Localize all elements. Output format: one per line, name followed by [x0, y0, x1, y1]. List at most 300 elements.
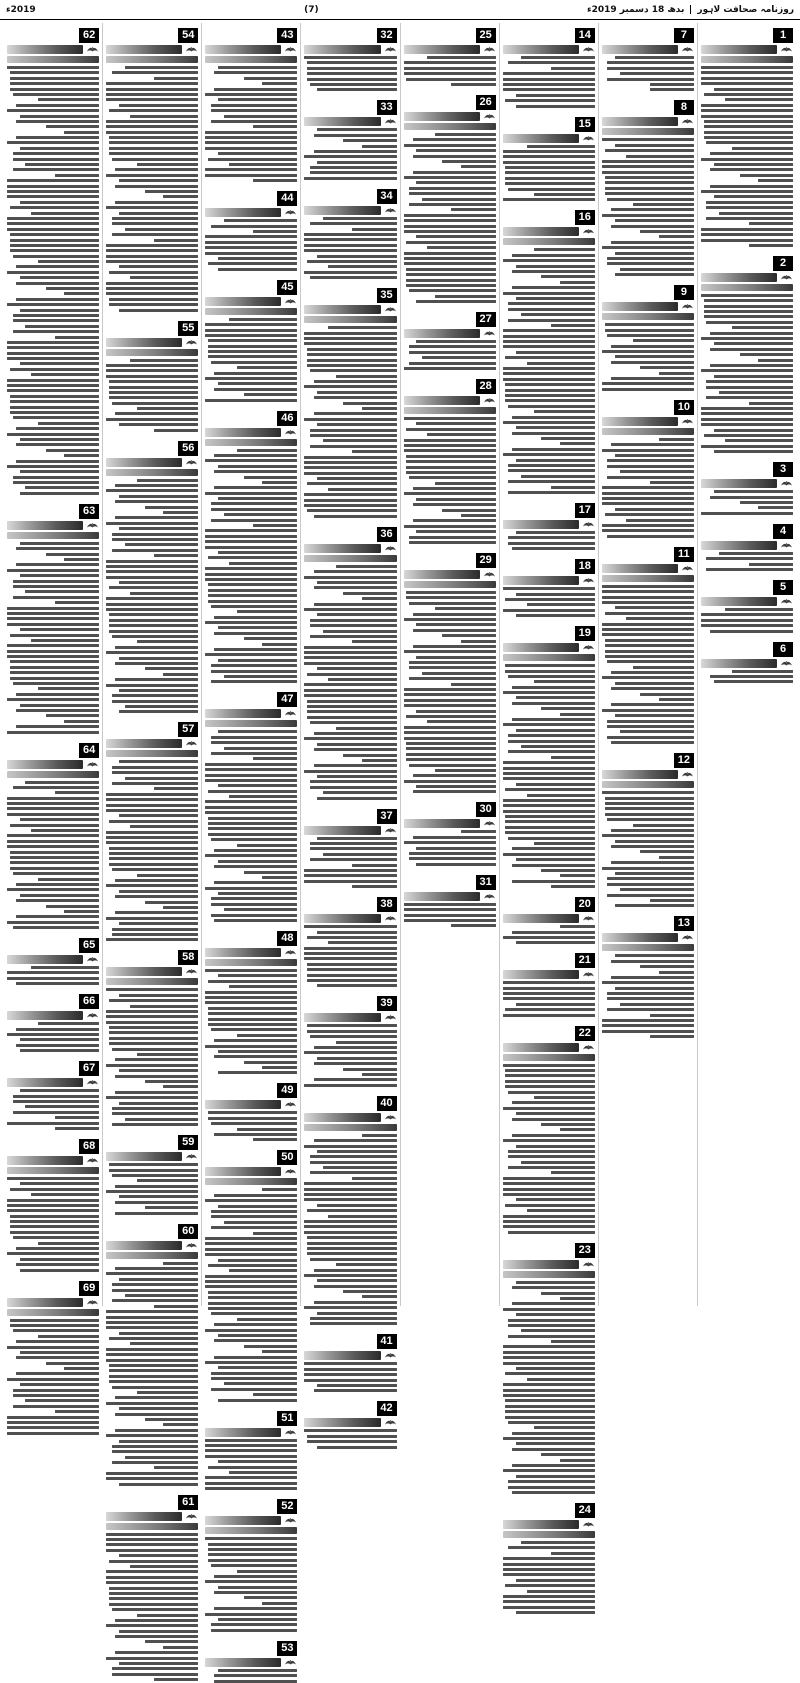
text-line: [503, 1220, 595, 1223]
text-line: [25, 486, 99, 489]
text-line: [253, 125, 297, 128]
text-line: [7, 698, 99, 701]
text-line: [607, 61, 694, 64]
text-line: [404, 72, 496, 75]
article-block[interactable]: [304, 283, 396, 518]
article-block[interactable]: [503, 23, 595, 108]
article-headline: [304, 1418, 396, 1427]
article-body: [205, 969, 297, 1074]
text-line: [503, 810, 595, 813]
text-line: [109, 1031, 198, 1034]
article-block[interactable]: [106, 1219, 198, 1486]
article-block[interactable]: [503, 554, 595, 617]
article-block[interactable]: [106, 1490, 198, 1682]
text-line: [527, 794, 595, 797]
text-line: [323, 439, 397, 442]
text-line: [13, 1394, 100, 1397]
text-line: [208, 355, 297, 358]
floral-ornament-icon: [384, 1013, 397, 1022]
text-line: [262, 82, 297, 85]
text-line: [16, 282, 99, 285]
article-block[interactable]: [602, 95, 694, 276]
article-block[interactable]: [503, 621, 595, 888]
article-block[interactable]: [404, 797, 496, 865]
article-body: [7, 1319, 99, 1435]
article-body: [304, 128, 396, 180]
article-number-badge: 58: [178, 950, 198, 965]
text-line: [461, 640, 496, 643]
text-line: [109, 1364, 198, 1367]
text-line: [106, 938, 198, 941]
text-line: [106, 120, 198, 123]
text-line: [427, 246, 495, 249]
text-line: [106, 570, 198, 573]
headline-text: [106, 1241, 182, 1250]
text-line: [115, 879, 198, 882]
text-line: [406, 471, 495, 474]
article-block[interactable]: [602, 911, 694, 1038]
headline-text: [602, 770, 678, 779]
text-line: [503, 1600, 595, 1603]
article-block[interactable]: [503, 498, 595, 550]
text-line: [109, 1042, 198, 1045]
text-line: [427, 720, 495, 723]
article-block[interactable]: [503, 1498, 595, 1614]
article-body: [106, 479, 198, 714]
text-line: [317, 128, 396, 131]
text-line: [7, 1122, 99, 1125]
headline-text: [602, 45, 678, 54]
text-line: [10, 239, 99, 242]
text-line: [208, 600, 297, 603]
text-line: [404, 688, 496, 691]
text-line: [512, 1464, 595, 1467]
text-line: [119, 689, 198, 692]
text-line: [205, 1439, 297, 1442]
text-line: [7, 1209, 99, 1212]
article-block[interactable]: [304, 522, 396, 800]
text-line: [115, 1267, 198, 1270]
text-line: [704, 305, 793, 308]
text-line: [317, 391, 396, 394]
text-line: [416, 656, 495, 659]
text-line: [106, 98, 198, 101]
text-line: [310, 1322, 397, 1325]
text-line: [323, 217, 397, 220]
text-line: [714, 88, 793, 91]
text-line: [205, 1613, 297, 1616]
text-line: [211, 1226, 298, 1229]
article-block[interactable]: [304, 991, 396, 1086]
article-block[interactable]: [7, 1056, 99, 1130]
text-line: [551, 1552, 595, 1555]
text-line: [205, 969, 297, 972]
article-block[interactable]: [602, 542, 694, 744]
text-line: [416, 710, 495, 713]
article-body: [7, 542, 99, 734]
text-line: [732, 670, 793, 673]
text-line: [611, 241, 694, 244]
article-block[interactable]: [106, 316, 198, 432]
headline-text: [106, 967, 182, 976]
text-line: [106, 131, 198, 134]
article-block[interactable]: [304, 1396, 396, 1448]
text-line: [214, 849, 297, 852]
article-block[interactable]: [701, 251, 793, 453]
text-line: [7, 384, 99, 387]
text-line: [218, 1050, 297, 1053]
article-headline: [503, 643, 595, 652]
text-line: [112, 538, 199, 541]
text-line: [307, 700, 396, 703]
text-line: [503, 981, 595, 984]
text-line: [119, 1554, 198, 1557]
text-line: [406, 596, 495, 599]
text-line: [109, 1163, 198, 1166]
text-line: [560, 1459, 595, 1462]
article-block[interactable]: [602, 748, 694, 907]
text-line: [218, 152, 297, 155]
text-line: [508, 1155, 595, 1158]
text-line: [512, 1286, 595, 1289]
text-line: [323, 630, 397, 633]
text-line: [413, 503, 496, 506]
text-line: [208, 350, 297, 353]
floral-ornament-icon: [86, 45, 99, 54]
text-line: [13, 1389, 100, 1392]
article-number-badge: 9: [674, 285, 694, 300]
article-block[interactable]: [304, 95, 396, 180]
article-block[interactable]: [304, 23, 396, 91]
text-line: [719, 552, 793, 555]
text-line: [115, 185, 198, 188]
text-line: [602, 502, 694, 505]
text-line: [503, 1107, 595, 1110]
text-line: [208, 1023, 297, 1026]
text-line: [615, 682, 694, 685]
text-line: [521, 1161, 595, 1164]
article-body: [503, 248, 595, 494]
article-block[interactable]: [106, 1130, 198, 1215]
article-block[interactable]: [7, 933, 99, 985]
article-headline: [602, 302, 694, 311]
text-line: [205, 147, 297, 150]
text-line: [409, 541, 496, 544]
text-line: [218, 1586, 297, 1589]
text-line: [211, 838, 298, 841]
text-line: [10, 1215, 99, 1218]
text-line: [224, 513, 298, 516]
text-line: [115, 1212, 198, 1215]
article-block[interactable]: [205, 275, 297, 402]
text-line: [307, 67, 396, 70]
text-line: [317, 1312, 396, 1315]
text-line: [304, 1373, 396, 1376]
article-block[interactable]: [205, 1145, 297, 1401]
text-line: [125, 228, 199, 231]
text-line: [7, 617, 99, 620]
article-block[interactable]: [404, 870, 496, 928]
text-line: [46, 905, 99, 908]
article-block[interactable]: [205, 23, 297, 182]
article-number-badge: 46: [277, 411, 297, 426]
masthead-date: بدھ 18 دسمبر 2019ء: [586, 4, 685, 15]
text-line: [16, 460, 99, 463]
text-line: [145, 190, 198, 193]
text-line: [416, 498, 495, 501]
article-headline: [7, 760, 99, 769]
article-block[interactable]: [304, 1091, 396, 1326]
text-line: [211, 1629, 298, 1632]
text-line: [211, 1623, 298, 1626]
article-block[interactable]: [7, 1134, 99, 1272]
text-line: [237, 1570, 298, 1573]
text-line: [115, 1075, 198, 1078]
text-line: [10, 1324, 99, 1327]
text-line: [119, 1332, 198, 1335]
text-line: [422, 356, 496, 359]
text-line: [310, 1035, 397, 1038]
text-line: [633, 339, 694, 342]
article-block[interactable]: [304, 804, 396, 889]
text-line: [749, 222, 793, 225]
text-line: [304, 56, 396, 59]
text-line: [505, 99, 594, 102]
text-line: [46, 449, 99, 452]
text-line: [10, 82, 99, 85]
text-line: [508, 491, 595, 494]
text-line: [13, 1236, 100, 1239]
text-line: [416, 181, 495, 184]
text-line: [10, 677, 99, 680]
article-number-badge: 55: [178, 321, 198, 336]
article-body: [503, 531, 595, 550]
text-line: [119, 760, 198, 763]
text-line: [7, 1346, 99, 1349]
article-number-badge: 59: [178, 1135, 198, 1150]
article-block[interactable]: [205, 1636, 297, 1683]
article-number-badge: 69: [79, 1281, 99, 1296]
text-line: [503, 378, 595, 381]
text-column: [400, 23, 499, 1306]
article-block[interactable]: [205, 406, 297, 684]
article-headline: [304, 1351, 396, 1360]
article-block[interactable]: [205, 687, 297, 922]
article-headline: [503, 1043, 595, 1052]
article-headline: [7, 1156, 99, 1165]
article-block[interactable]: [404, 548, 496, 793]
text-line: [205, 136, 297, 139]
text-line: [404, 219, 496, 222]
text-line: [541, 437, 594, 440]
text-line: [106, 1549, 198, 1552]
text-line: [611, 976, 694, 979]
text-line: [106, 364, 198, 367]
article-block[interactable]: [7, 1276, 99, 1435]
article-headline: [503, 45, 595, 54]
floral-ornament-icon: [185, 1512, 198, 1521]
article-body: [7, 1022, 99, 1052]
text-line: [205, 377, 297, 380]
article-block[interactable]: [7, 989, 99, 1052]
text-line: [607, 997, 694, 1000]
text-line: [119, 1407, 198, 1410]
article-block[interactable]: [106, 436, 198, 714]
article-body: [106, 66, 198, 312]
text-line: [205, 540, 297, 543]
text-line: [229, 985, 297, 988]
text-line: [304, 947, 396, 950]
text-line: [205, 811, 297, 814]
article-block[interactable]: [106, 23, 198, 312]
text-line: [701, 423, 793, 426]
text-line: [229, 562, 297, 565]
text-line: [541, 275, 594, 278]
text-line: [409, 661, 496, 664]
text-line: [508, 750, 595, 753]
text-line: [508, 1480, 595, 1483]
text-line: [534, 842, 595, 845]
text-line: [607, 1008, 694, 1011]
text-line: [106, 804, 198, 807]
text-line: [13, 872, 100, 875]
text-line: [119, 1662, 198, 1665]
floral-ornament-icon: [384, 1113, 397, 1122]
text-line: [304, 1225, 396, 1228]
text-line: [503, 88, 595, 91]
text-line: [714, 429, 793, 432]
article-subheadline: [404, 581, 496, 588]
text-line: [701, 407, 793, 410]
article-block[interactable]: [7, 23, 99, 495]
article-block[interactable]: [404, 90, 496, 303]
article-block[interactable]: [701, 575, 793, 633]
headline-text: [701, 479, 777, 488]
text-line: [109, 999, 198, 1002]
article-block[interactable]: [701, 519, 793, 571]
text-line: [534, 410, 595, 413]
text-line: [211, 1210, 298, 1213]
text-line: [244, 1061, 297, 1064]
text-line: [310, 83, 397, 86]
article-block[interactable]: [205, 1078, 297, 1141]
text-line: [307, 710, 396, 713]
article-block[interactable]: [701, 23, 793, 247]
article-number-badge: 36: [377, 527, 397, 542]
article-body: [404, 591, 496, 793]
article-block[interactable]: [404, 374, 496, 544]
article-block[interactable]: [602, 23, 694, 91]
article-block[interactable]: [404, 307, 496, 370]
text-line: [16, 899, 99, 902]
article-headline: [7, 521, 99, 530]
article-block[interactable]: [304, 184, 396, 279]
floral-ornament-icon: [284, 45, 297, 54]
text-line: [317, 667, 396, 670]
article-block[interactable]: [304, 892, 396, 987]
article-block[interactable]: [106, 945, 198, 1126]
text-line: [749, 402, 793, 405]
article-block[interactable]: [205, 186, 297, 271]
text-line: [409, 187, 496, 190]
article-body: [701, 490, 793, 515]
article-block[interactable]: [503, 892, 595, 944]
text-line: [31, 373, 99, 376]
text-line: [10, 660, 99, 663]
text-line: [106, 1581, 198, 1584]
text-line: [205, 168, 297, 171]
text-line: [704, 310, 793, 313]
text-line: [416, 785, 495, 788]
article-block[interactable]: [205, 1406, 297, 1491]
text-line: [208, 1264, 297, 1267]
article-number-badge: 10: [674, 400, 694, 415]
article-block[interactable]: [602, 280, 694, 391]
text-line: [310, 635, 397, 638]
article-number-badge: 29: [476, 553, 496, 568]
text-line: [409, 852, 496, 855]
text-line: [109, 857, 198, 860]
text-line: [620, 888, 694, 891]
text-line: [55, 174, 99, 177]
article-block[interactable]: [304, 1329, 396, 1392]
article-block[interactable]: [503, 948, 595, 1016]
floral-ornament-icon: [384, 117, 397, 126]
floral-ornament-icon: [483, 892, 496, 901]
text-line: [404, 908, 496, 911]
text-line: [7, 303, 99, 306]
text-line: [106, 608, 198, 611]
text-line: [13, 585, 100, 588]
article-headline: [503, 1260, 595, 1269]
article-block[interactable]: [7, 499, 99, 734]
article-block[interactable]: [106, 717, 198, 941]
article-block[interactable]: [701, 457, 793, 515]
text-line: [205, 241, 297, 244]
text-line: [615, 714, 694, 717]
text-line: [527, 145, 595, 148]
article-block[interactable]: [503, 1238, 595, 1494]
floral-ornament-icon: [185, 1241, 198, 1250]
article-block[interactable]: [7, 738, 99, 930]
text-line: [205, 800, 297, 803]
article-block[interactable]: [602, 395, 694, 538]
text-line: [106, 684, 198, 687]
text-line: [422, 672, 496, 675]
text-line: [560, 874, 595, 877]
article-block[interactable]: [205, 926, 297, 1074]
article-block[interactable]: [503, 205, 595, 494]
article-block[interactable]: [205, 1494, 297, 1632]
text-line: [317, 1384, 396, 1387]
article-number-badge: 20: [575, 897, 595, 912]
text-line: [106, 1021, 198, 1024]
article-block[interactable]: [503, 112, 595, 202]
article-block[interactable]: [503, 1021, 595, 1234]
text-line: [714, 680, 793, 683]
text-line: [413, 629, 496, 632]
text-line: [112, 928, 199, 931]
text-line: [10, 233, 99, 236]
article-block[interactable]: [701, 637, 793, 684]
text-line: [304, 238, 396, 241]
text-line: [505, 383, 594, 386]
text-line: [106, 206, 198, 209]
text-line: [20, 362, 99, 365]
text-line: [416, 340, 495, 343]
article-block[interactable]: [404, 23, 496, 86]
text-line: [10, 206, 99, 209]
